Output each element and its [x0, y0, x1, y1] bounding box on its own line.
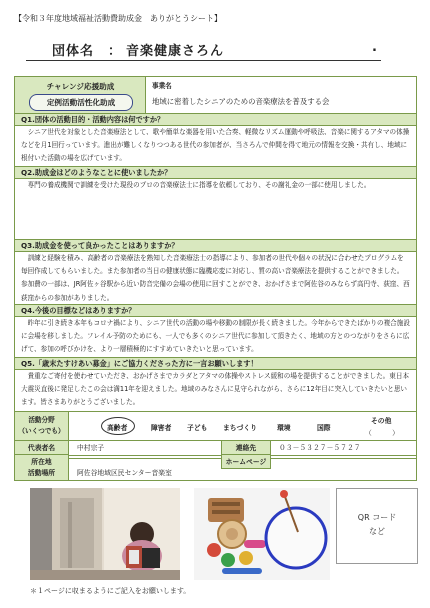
q5-heading: Q5.「歳末たすけあい募金」にご協力くださった方に一言お願いします！: [15, 357, 416, 370]
activity-label-main: 活動分野: [28, 416, 55, 424]
q4-heading: Q4.今後の目標などはありますか？: [15, 304, 416, 317]
activity-disabled[interactable]: 障害者: [151, 424, 172, 432]
location-label-2: 活動場所: [27, 469, 56, 477]
activity-international[interactable]: 国際: [317, 424, 331, 432]
teirei-label: 定例活動活性化助成: [29, 94, 133, 111]
qr-line-1: QR コード: [357, 513, 397, 522]
q1-heading: Q1.団体の活動目的・活動内容は何ですか？: [15, 113, 416, 126]
footnote: ＊１ページに収まるようにご記入をお願いします。: [30, 587, 191, 595]
photo-instruments-svg: [194, 488, 330, 580]
q2-heading: Q2.助成金はどのようなことに使いましたか？: [15, 166, 416, 179]
photo-accordion-svg: [30, 488, 180, 580]
qr-line-2: など: [369, 527, 385, 536]
sheet-title: 【令和３年度地域福祉活動費助成金 ありがとうシート】: [14, 14, 222, 23]
photo-instruments: [194, 488, 330, 580]
project-label: 事業名: [152, 82, 172, 90]
q3-answer: 訓練と経験を積み、高齢者の音楽療法を熟知した音楽療法士の指導により、参加者の世代や個々の状況に合わせたプログラムを毎回作成してもらいました。また参加者の当日の健康状態に臨機応変に対応し、質の高い音楽療法を提供することができました。参加費の一部は、JR阿佐ヶ谷駅から近い防音完備の会場の使用に回すことができ、おかげさまで阿佐谷のみならず高円寺、荻窪、西荻窪からの参加がありました。: [21, 254, 410, 302]
info-table: [14, 441, 417, 481]
location-label-1: 所在地: [31, 458, 52, 466]
location-label: [15, 455, 69, 480]
contact-value: ０３－５３２７－５７２７: [279, 444, 361, 452]
homepage-label: ホームページ: [221, 455, 271, 469]
photo-accordion-player: [30, 488, 180, 580]
activity-other[interactable]: その他: [371, 417, 392, 425]
group-name: 音楽健康さろん: [126, 44, 225, 59]
q4-answer: 昨年に引き続き本年もコロナ禍により、シニア世代の活動の場や移動の制限が長く続きました。今年からできたばかりの複合施設に会場を移しました。フレイル予防のためにも、一人でも多くのシニア世代に参加して頂きたく、地域の方とのつながりをさらに広げて、参加の呼びかけを、より一層積極的にすすめていきたいと思っています。: [21, 319, 410, 354]
location-value: 阿佐谷地域区民センター音楽室: [77, 469, 172, 477]
rep-label: 代表者名: [15, 441, 69, 455]
group-dot: .: [372, 40, 377, 55]
activity-environment[interactable]: 環境: [277, 424, 291, 432]
project-name: 地域に密着したシニアのための音楽療法を普及する会: [152, 97, 330, 106]
activity-children[interactable]: 子ども: [187, 424, 208, 432]
group-label: 団体名 ：: [52, 44, 123, 59]
project-box: [146, 77, 416, 114]
q3-heading: Q3.助成金を使って良かったことはありますか？: [15, 239, 416, 252]
contact-label: 連絡先: [221, 441, 271, 455]
challenge-box: [15, 77, 146, 114]
group-name-row: [26, 34, 381, 61]
q2-answer: 専門の養成機関で訓練を受けた現役のプロの音楽療法士に指導を依頼しており、その謝礼金の一部に使用しました。: [21, 181, 371, 189]
q1-answer: シニア世代を対象とした音楽療法として、歌や簡単な楽器を用いた合奏、軽微なリズム運動や呼吸法、音楽に関するアタマの体操などを月1回行っています。進出が難しくなりつつある世代の参加者が、当さろんで仲間を得て地元の情報を交換・共有し、地域に根付いた活動の場を広げています。: [21, 128, 410, 163]
activity-field-table: [14, 411, 417, 441]
activity-elderly[interactable]: 高齢者: [107, 424, 128, 432]
qr-code-placeholder: [336, 488, 418, 564]
challenge-label: チャレンジ応援助成: [46, 82, 115, 91]
activity-label-sub: （いくつでも）: [18, 427, 65, 435]
activity-community[interactable]: まちづくり: [223, 424, 257, 432]
rep-value: 中村宗子: [77, 444, 105, 452]
q5-answer: 貴重なご寄付を使わせていただき、おかげさまでカラダとアタマの体操やストレス緩和の場を提供することができました。東日本大震災直後に発足したこの会は満11年を迎えました。地域のみなさんに見守られながら、さらに12年目に突入していきたいと思います。皆さまありがとうございました。: [21, 372, 410, 407]
activity-other-paren: （ ）: [365, 429, 399, 437]
activity-label: [15, 412, 69, 440]
